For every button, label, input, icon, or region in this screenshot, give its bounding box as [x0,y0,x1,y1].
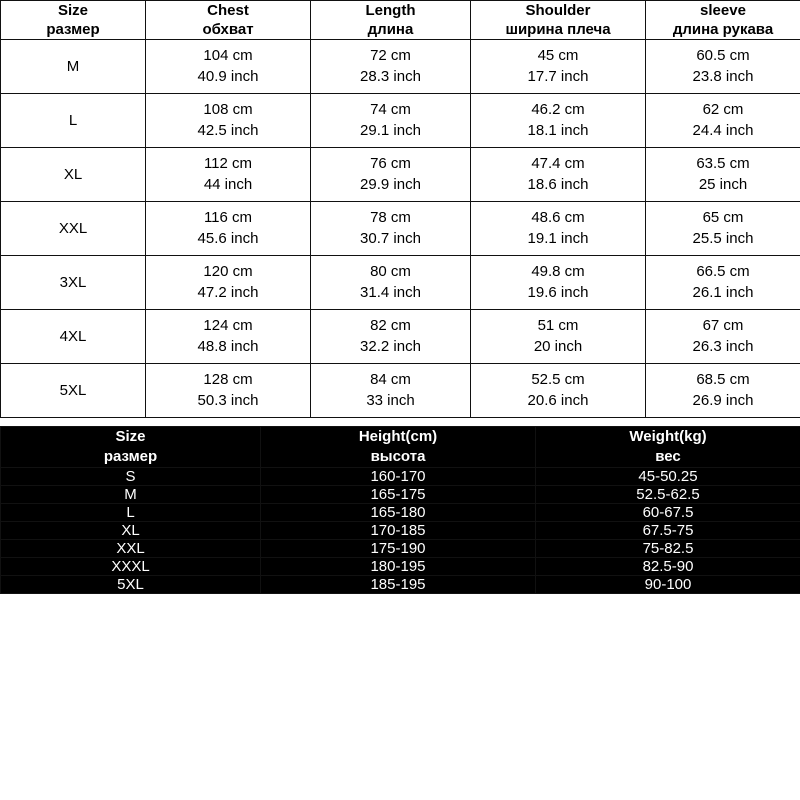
cell-shoulder-cm: 52.5 cm [531,371,585,388]
cell-weight: 67.5-75 [536,522,800,540]
cell-shoulder-cm: 47.4 cm [531,155,585,172]
cell-chest-inch: 47.2 inch [197,284,259,301]
cell-size: 3XL [1,256,146,310]
column-header-shoulder-ru: ширина плеча [505,21,611,38]
cell-chest-cm: 108 cm [203,101,253,118]
cell-length-cm: 84 cm [370,371,411,388]
cell-sleeve-cm: 68.5 cm [696,371,750,388]
cell-weight: 52.5-62.5 [536,486,800,504]
cell-size: XXL [1,202,146,256]
cell-size: S [1,468,261,486]
cell-weight: 82.5-90 [536,558,800,576]
cell-shoulder-cm: 45 cm [537,47,579,64]
table-row [1,540,800,558]
cell-height: 165-175 [261,486,536,504]
cell-sleeve [646,94,800,148]
column-header-length-ru: длина [367,21,414,38]
cell-sleeve-cm: 65 cm [702,209,744,226]
column-header-weight-en: Weight(kg) [629,428,707,445]
cell-size: M [1,486,261,504]
column-header-weight-ru: вес [655,448,681,465]
cell-chest-inch: 45.6 inch [197,230,259,247]
cell-chest-inch: 42.5 inch [197,122,259,139]
cell-chest-inch: 50.3 inch [197,392,259,409]
cell-size: XXXL [1,558,261,576]
cell-length [311,256,471,310]
cell-shoulder [471,256,646,310]
cell-sleeve-inch: 26.1 inch [692,284,754,301]
cell-sleeve-cm: 63.5 cm [696,155,750,172]
cell-chest [146,148,311,202]
cell-chest [146,364,311,418]
cell-shoulder [471,310,646,364]
cell-height: 185-195 [261,576,536,594]
cell-sleeve [646,310,800,364]
cell-shoulder-cm: 51 cm [537,317,579,334]
cell-shoulder-cm: 49.8 cm [531,263,585,280]
table-row [1,256,800,310]
table-row [1,94,800,148]
cell-sleeve-cm: 62 cm [702,101,744,118]
cell-shoulder-cm: 46.2 cm [531,101,585,118]
cell-chest [146,256,311,310]
cell-sleeve-inch: 23.8 inch [692,68,754,85]
cell-chest-cm: 128 cm [203,371,253,388]
cell-sleeve [646,364,800,418]
cell-size: 4XL [1,310,146,364]
table-row [1,504,800,522]
cell-chest [146,310,311,364]
cell-shoulder [471,40,646,94]
cell-height: 170-185 [261,522,536,540]
cell-size: 5XL [1,364,146,418]
table-row [1,310,800,364]
cell-chest-cm: 104 cm [203,47,253,64]
cell-height: 175-190 [261,540,536,558]
cell-sleeve-cm: 67 cm [702,317,744,334]
table-row [1,148,800,202]
table-row [1,364,800,418]
column-header-size-en: Size [115,428,146,445]
table-row [1,202,800,256]
column-header-size-ru: размер [46,21,100,38]
cell-weight: 90-100 [536,576,800,594]
cell-size: XL [1,148,146,202]
cell-shoulder-inch: 20 inch [533,338,583,355]
cell-length-inch: 29.1 inch [360,122,421,139]
cell-height: 180-195 [261,558,536,576]
cell-sleeve-inch: 25.5 inch [692,230,754,247]
cell-length [311,94,471,148]
cell-length-inch: 31.4 inch [360,284,421,301]
column-header-size [1,427,261,468]
cell-sleeve [646,256,800,310]
cell-shoulder [471,202,646,256]
column-header-sleeve-en: sleeve [700,2,746,19]
cell-length [311,364,471,418]
cell-length-cm: 72 cm [370,47,411,64]
table-header-row [1,1,800,40]
cell-weight: 75-82.5 [536,540,800,558]
cell-chest-cm: 112 cm [203,155,253,172]
column-header-length-en: Length [365,2,416,19]
cell-sleeve-inch: 26.3 inch [692,338,754,355]
column-header-chest [146,1,311,40]
column-header-length [311,1,471,40]
column-header-height-en: Height(cm) [358,428,438,445]
cell-shoulder-cm: 48.6 cm [531,209,585,226]
table-row [1,40,800,94]
cell-size: M [1,40,146,94]
cell-chest [146,40,311,94]
cell-chest-inch: 40.9 inch [197,68,259,85]
cell-size: 5XL [1,576,261,594]
cell-chest-cm: 124 cm [203,317,253,334]
cell-length-inch: 30.7 inch [360,230,421,247]
cell-size: XL [1,522,261,540]
cell-length [311,310,471,364]
cell-length [311,148,471,202]
cell-height: 165-180 [261,504,536,522]
column-header-size-en: Size [57,2,88,19]
column-header-sleeve [646,1,800,40]
cell-height: 160-170 [261,468,536,486]
cell-chest-inch: 48.8 inch [197,338,259,355]
column-header-sleeve-ru: длина рукава [672,21,774,38]
cell-sleeve-cm: 66.5 cm [696,263,750,280]
cell-sleeve [646,202,800,256]
cell-sleeve-inch: 24.4 inch [692,122,754,139]
table-row [1,486,800,504]
cell-length-cm: 80 cm [370,263,411,280]
cell-length [311,202,471,256]
table-row [1,576,800,594]
cell-sleeve-inch: 25 inch [698,176,748,193]
table-row [1,522,800,540]
cell-size: L [1,504,261,522]
column-header-size [1,1,146,40]
table-divider [0,418,800,426]
cell-length-cm: 74 cm [370,101,411,118]
cell-sleeve-inch: 26.9 inch [692,392,754,409]
cell-chest-inch: 44 inch [203,176,253,193]
cell-chest [146,202,311,256]
column-header-shoulder [471,1,646,40]
column-header-weight [536,427,800,468]
cell-shoulder-inch: 19.6 inch [527,284,589,301]
cell-sleeve [646,148,800,202]
table-row [1,468,800,486]
column-header-shoulder-en: Shoulder [525,2,591,19]
cell-shoulder [471,94,646,148]
cell-length-inch: 32.2 inch [360,338,421,355]
body-size-table [0,426,800,594]
table-row [1,558,800,576]
column-header-chest-ru: обхват [202,21,254,38]
cell-shoulder-inch: 20.6 inch [527,392,589,409]
cell-length-inch: 29.9 inch [360,176,421,193]
cell-length-cm: 76 cm [370,155,411,172]
cell-size: XXL [1,540,261,558]
cell-shoulder [471,148,646,202]
cell-length-cm: 82 cm [370,317,411,334]
cell-length-inch: 33 inch [366,392,415,409]
column-header-size-ru: размер [103,448,158,465]
cell-shoulder [471,364,646,418]
cell-shoulder-inch: 19.1 inch [527,230,589,247]
cell-chest-cm: 116 cm [203,209,253,226]
column-header-height [261,427,536,468]
cell-weight: 60-67.5 [536,504,800,522]
cell-length-cm: 78 cm [370,209,411,226]
cell-shoulder-inch: 18.1 inch [527,122,589,139]
table-header-row [1,427,800,468]
cell-shoulder-inch: 18.6 inch [527,176,589,193]
column-header-height-ru: высота [370,448,426,465]
cell-chest-cm: 120 cm [203,263,253,280]
cell-weight: 45-50.25 [536,468,800,486]
cell-shoulder-inch: 17.7 inch [527,68,589,85]
cell-chest [146,94,311,148]
cell-length [311,40,471,94]
cell-sleeve-cm: 60.5 cm [696,47,750,64]
cell-size: L [1,94,146,148]
cell-sleeve [646,40,800,94]
cell-length-inch: 28.3 inch [360,68,421,85]
column-header-chest-en: Chest [207,2,249,19]
